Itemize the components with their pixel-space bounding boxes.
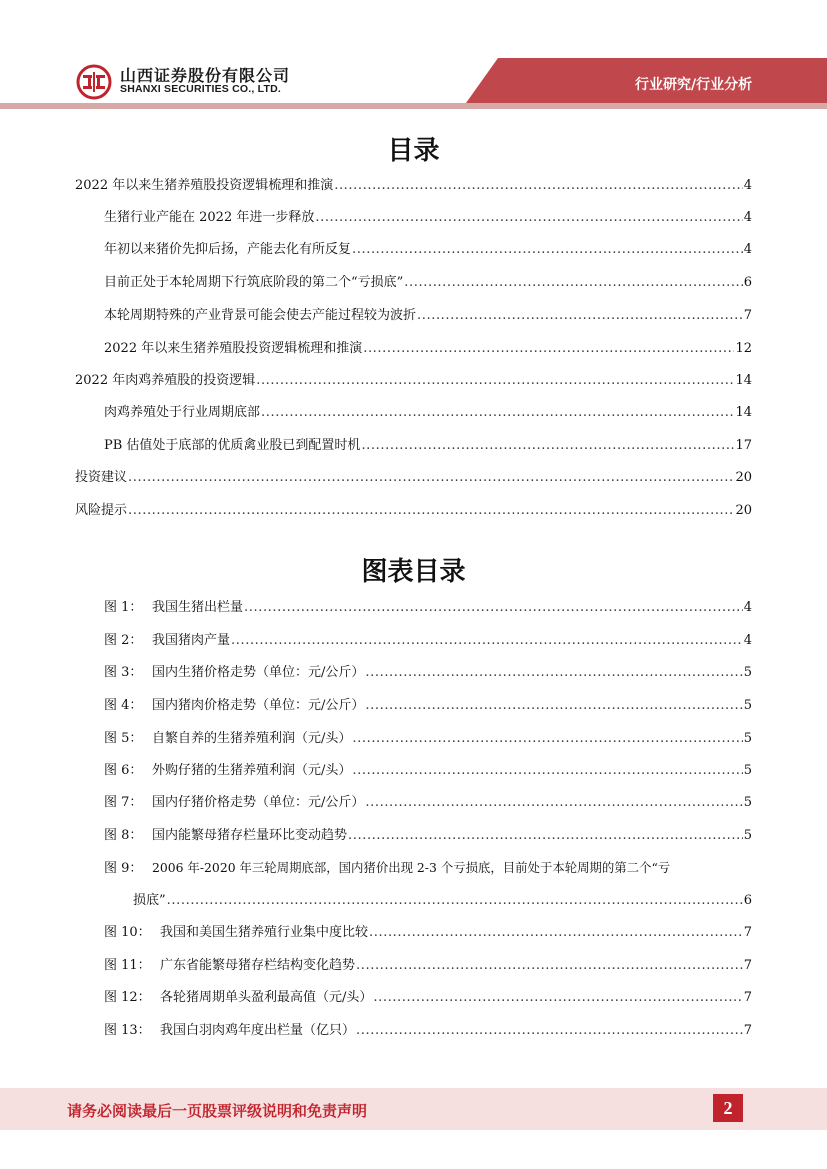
figure-entry-page: 6 bbox=[743, 893, 752, 908]
dot-leader bbox=[352, 730, 742, 748]
toc-entry-page: 14 bbox=[735, 373, 752, 388]
toc-entry-text: PB 估值处于底部的优质禽业股已到配置时机 bbox=[104, 438, 361, 453]
toc-entry-text: 2022 年肉鸡养殖股的投资逻辑 bbox=[75, 373, 256, 388]
toc-entry[interactable] bbox=[104, 274, 752, 292]
page-header bbox=[0, 0, 827, 112]
figure-entry[interactable] bbox=[104, 762, 752, 780]
dot-leader bbox=[128, 469, 734, 487]
figure-entry[interactable] bbox=[104, 632, 752, 650]
figure-entry-page: 7 bbox=[743, 1023, 752, 1038]
toc-entry[interactable] bbox=[75, 469, 752, 487]
figure-label: 图 11： bbox=[104, 958, 151, 973]
toc-entry-text: 投资建议 bbox=[75, 470, 128, 485]
figure-entry[interactable] bbox=[104, 957, 752, 975]
company-name-en: SHANXI SECURITIES CO., LTD. bbox=[120, 83, 281, 95]
figure-entry-text: 国内仔猪价格走势（单位：元/公斤） bbox=[152, 795, 365, 810]
toc-entry[interactable] bbox=[104, 307, 752, 325]
figure-label: 图 10： bbox=[104, 925, 151, 940]
dot-leader bbox=[244, 599, 743, 617]
toc-entry[interactable] bbox=[104, 404, 752, 422]
dot-leader bbox=[128, 502, 734, 520]
figure-entry-page: 7 bbox=[743, 925, 752, 940]
dot-leader bbox=[352, 762, 742, 780]
figure-label: 图 13： bbox=[104, 1023, 151, 1038]
dot-leader bbox=[365, 664, 742, 682]
dot-leader bbox=[363, 340, 734, 358]
toc-entry-page: 14 bbox=[735, 405, 752, 420]
dot-leader bbox=[417, 307, 743, 325]
figure-entry-text: 自繁自养的生猪养殖利润（元/头） bbox=[152, 731, 352, 746]
figure-entry-text: 2006 年-2020 年三轮周期底部，国内猪价出现 2-3 个亏损底，目前处于本轮周期的第二个“亏 bbox=[152, 860, 671, 875]
toc-entry-page: 4 bbox=[743, 242, 752, 257]
toc-entry-text: 目前正处于本轮周期下行筑底阶段的第二个“亏损底” bbox=[104, 275, 404, 290]
dot-leader bbox=[334, 177, 743, 195]
figure-entry-text: 各轮猪周期单头盈利最高值（元/头） bbox=[160, 990, 373, 1005]
figure-label: 图 8： bbox=[104, 828, 143, 843]
toc-entry-page: 4 bbox=[743, 210, 752, 225]
dot-leader bbox=[167, 892, 743, 910]
figure-label: 图 4： bbox=[104, 698, 143, 713]
figure-label: 图 5： bbox=[104, 731, 143, 746]
toc-entry-text: 2022 年以来生猪养殖股投资逻辑梳理和推演 bbox=[104, 341, 363, 356]
disclaimer-notice: 请务必阅读最后一页股票评级说明和免责声明 bbox=[67, 1102, 368, 1120]
toc-entry-page: 20 bbox=[735, 470, 752, 485]
toc-entry[interactable] bbox=[75, 177, 752, 195]
toc-entry[interactable] bbox=[75, 372, 752, 390]
dot-leader bbox=[231, 632, 743, 650]
figure-entry-page: 5 bbox=[743, 795, 752, 810]
report-category: 行业研究/行业分析 bbox=[635, 77, 753, 93]
figure-entry-page: 5 bbox=[743, 763, 752, 778]
figure-entry-text: 我国白羽肉鸡年度出栏量（亿只） bbox=[160, 1023, 356, 1038]
shanxi-securities-logo-icon bbox=[76, 64, 112, 100]
figure-entry-text: 广东省能繁母猪存栏结构变化趋势 bbox=[160, 958, 356, 973]
figure-entry-page: 7 bbox=[743, 958, 752, 973]
figure-entry-text: 我国生猪出栏量 bbox=[152, 600, 244, 615]
toc-entry-page: 4 bbox=[743, 178, 752, 193]
figure-entry[interactable] bbox=[104, 827, 752, 845]
dot-leader bbox=[348, 827, 743, 845]
figure-label: 图 9： bbox=[104, 861, 143, 876]
figure-entry[interactable] bbox=[104, 599, 752, 617]
figure-list-title: 图表目录 bbox=[361, 557, 466, 587]
dot-leader bbox=[404, 274, 742, 292]
dot-leader bbox=[369, 924, 743, 942]
figure-entry-page: 5 bbox=[743, 698, 752, 713]
figure-entry-text: 国内能繁母猪存栏量环比变动趋势 bbox=[152, 828, 348, 843]
toc-entry-text: 肉鸡养殖处于行业周期底部 bbox=[104, 405, 261, 420]
figure-entry-page: 4 bbox=[743, 600, 752, 615]
figure-entry-text-cont: 损底” bbox=[133, 893, 166, 908]
toc-entry[interactable] bbox=[104, 437, 752, 455]
figure-label: 图 6： bbox=[104, 763, 143, 778]
figure-entry[interactable] bbox=[104, 989, 752, 1007]
figure-entry[interactable] bbox=[104, 794, 752, 812]
dot-leader bbox=[365, 697, 742, 715]
header-divider bbox=[0, 103, 827, 109]
figure-entry[interactable] bbox=[104, 697, 752, 715]
figure-label: 图 12： bbox=[104, 990, 151, 1005]
figure-entry-text: 国内猪肉价格走势（单位：元/公斤） bbox=[152, 698, 365, 713]
toc-entry[interactable] bbox=[104, 241, 752, 259]
toc-entry-page: 7 bbox=[743, 308, 752, 323]
toc-entry-text: 2022 年以来生猪养殖股投资逻辑梳理和推演 bbox=[75, 178, 334, 193]
dot-leader bbox=[356, 957, 743, 975]
toc-entry-page: 12 bbox=[735, 341, 752, 356]
dot-leader bbox=[373, 989, 742, 1007]
figure-entry-page: 5 bbox=[743, 828, 752, 843]
figure-label: 图 1： bbox=[104, 600, 143, 615]
toc-entry-page: 20 bbox=[735, 503, 752, 518]
figure-entry-multiline[interactable] bbox=[104, 859, 752, 877]
dot-leader bbox=[365, 794, 742, 812]
dot-leader bbox=[356, 1022, 743, 1040]
figure-entry[interactable] bbox=[104, 730, 752, 748]
dot-leader bbox=[256, 372, 734, 390]
figure-entry-page: 5 bbox=[743, 665, 752, 680]
figure-entry-continuation[interactable] bbox=[133, 892, 752, 910]
figure-entry-text: 国内生猪价格走势（单位：元/公斤） bbox=[152, 665, 365, 680]
figure-entry[interactable] bbox=[104, 664, 752, 682]
figure-label: 图 3： bbox=[104, 665, 143, 680]
figure-entry-text: 我国和美国生猪养殖行业集中度比较 bbox=[160, 925, 369, 940]
dot-leader bbox=[315, 209, 742, 227]
toc-entry-text: 年初以来猪价先抑后扬，产能去化有所反复 bbox=[104, 242, 352, 257]
dot-leader bbox=[261, 404, 734, 422]
toc-entry-text: 生猪行业产能在 2022 年进一步释放 bbox=[104, 210, 315, 225]
figure-label: 图 2： bbox=[104, 633, 143, 648]
figure-entry[interactable] bbox=[104, 924, 752, 942]
toc-entry-page: 6 bbox=[743, 275, 752, 290]
figure-entry-page: 4 bbox=[743, 633, 752, 648]
toc-title: 目录 bbox=[387, 136, 440, 166]
toc-entry-page: 17 bbox=[735, 438, 752, 453]
figure-entry-page: 7 bbox=[743, 990, 752, 1005]
figure-entry-text: 外购仔猪的生猪养殖利润（元/头） bbox=[152, 763, 352, 778]
page-number: 2 bbox=[713, 1094, 743, 1122]
figure-entry-text: 我国猪肉产量 bbox=[152, 633, 231, 648]
dot-leader bbox=[361, 437, 734, 455]
dot-leader bbox=[352, 241, 743, 259]
figure-entry-page: 5 bbox=[743, 731, 752, 746]
toc-entry[interactable] bbox=[104, 340, 752, 358]
toc-entry-text: 本轮周期特殊的产业背景可能会使去产能过程较为波折 bbox=[104, 308, 417, 323]
toc-entry-text: 风险提示 bbox=[75, 503, 128, 518]
figure-entry[interactable] bbox=[104, 1022, 752, 1040]
toc-entry[interactable] bbox=[75, 502, 752, 520]
company-name-cn: 山西证券股份有限公司 bbox=[120, 66, 291, 85]
toc-entry[interactable] bbox=[104, 209, 752, 227]
figure-label: 图 7： bbox=[104, 795, 143, 810]
